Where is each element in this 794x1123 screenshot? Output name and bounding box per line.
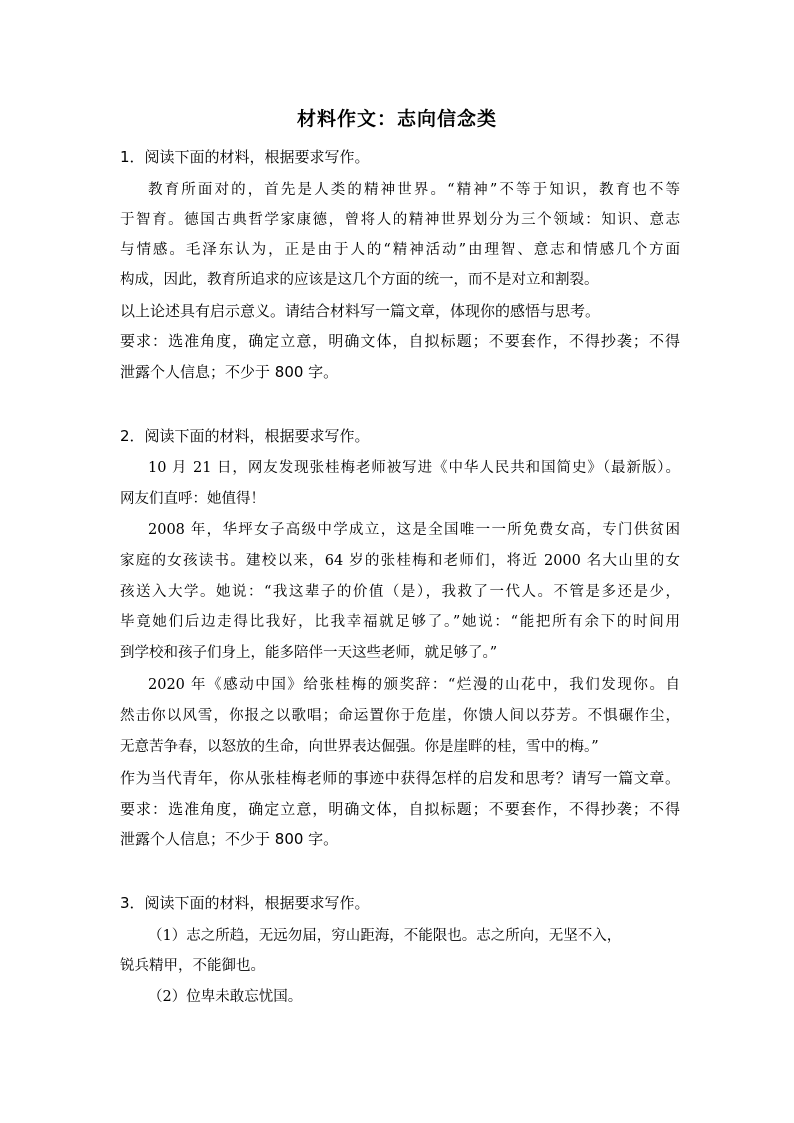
q1-requirement: 要求：选准角度，确定立意，明确文体，自拟标题；不要套作，不得抄袭；不得 [120, 332, 680, 350]
q3-material-line: （2）位卑未敢忘忧国。 [148, 989, 303, 1005]
q3-material-line: 锐兵精甲，不能御也。 [120, 958, 265, 974]
q2-requirement: 泄露个人信息；不少于 800 字。 [120, 830, 339, 848]
q2-requirement: 要求：选准角度，确定立意，明确文体，自拟标题；不要套作，不得抄袭；不得 [120, 800, 680, 818]
q2-material-line: 2008 年，华坪女子高级中学成立，这是全国唯一一所免费女高，专门供贫困 [148, 522, 680, 538]
q3-prompt: 3．阅读下面的材料，根据要求写作。 [120, 894, 370, 912]
q2-material-line: 10 月 21 日，网友发现张桂梅老师被写进《中华人民共和国简史》（最新版）。 [148, 460, 680, 476]
q2-material-line: 毕竟她们后边走得比我好，比我幸福就足够了。”她说：“能把所有余下的时间用 [120, 614, 680, 630]
q2-material-line: 2020 年《感动中国》给张桂梅的颁奖辞：“烂漫的山花中，我们发现你。自 [148, 677, 680, 693]
q1-prompt: 1．阅读下面的材料，根据要求写作。 [120, 148, 370, 166]
q1-material-line: 构成，因此，教育所追求的应该是这几个方面的统一，而不是对立和割裂。 [120, 272, 599, 288]
q1-task: 以上论述具有启示意义。请结合材料写一篇文章，体现你的感悟与思考。 [120, 302, 601, 320]
q2-prompt: 2．阅读下面的材料，根据要求写作。 [120, 427, 370, 445]
q2-material-line: 到学校和孩子们身上，能多陪伴一天这些老师，就足够了。” [120, 645, 498, 661]
q1-material-line: 于智育。德国古典哲学家康德，曾将人的精神世界划分为三个领域：知识、意志 [120, 212, 680, 228]
q2-material-line: 家庭的女孩读书。建校以来，64 岁的张桂梅和老师们，将近 2000 名大山里的女 [120, 553, 680, 569]
q1-material-line: 与情感。毛泽东认为，正是由于人的“精神活动”由理智、意志和情感几个方面 [120, 242, 680, 258]
q3-material-line: （1）志之所趋，无远勿届，穷山距海，不能限也。志之所向，无坚不入， [148, 928, 622, 944]
q2-task: 作为当代青年，你从张桂梅老师的事迹中获得怎样的启发和思考？请写一篇文章。 [120, 769, 680, 787]
document-title: 材料作文：志向信念类 [296, 108, 497, 130]
q2-material-line: 然击你以风雪，你报之以歌唱；命运置你于危崖，你馈人间以芬芳。不惧碾作尘， [120, 708, 680, 724]
q2-material-line: 无意苦争春，以怒放的生命，向世界表达倔强。你是崖畔的桂，雪中的梅。” [120, 739, 599, 755]
q2-material-line: 孩送入大学。她说：“我这辈子的价值（是），我救了一代人。不管是多还是少， [120, 584, 680, 600]
q1-requirement: 泄露个人信息；不少于 800 字。 [120, 363, 339, 381]
q2-material-line: 网友们直呼：她值得！ [120, 491, 265, 507]
q1-material-line: 教育所面对的，首先是人类的精神世界。“精神”不等于知识，教育也不等 [148, 182, 680, 198]
